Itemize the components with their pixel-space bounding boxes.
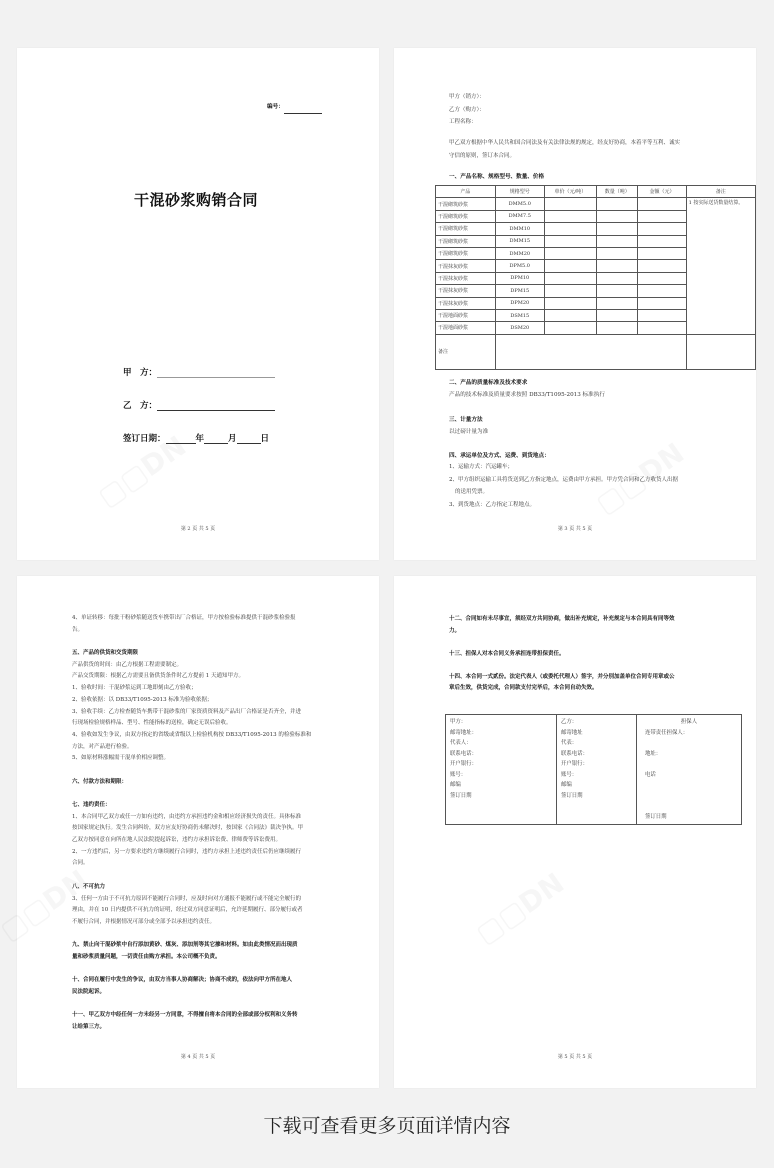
sign-date-field (123, 432, 269, 444)
party-a-field-label: 联系电话： (450, 750, 477, 757)
contract-number-field (267, 102, 322, 114)
section-2-text: 产品的技术标准及质量要求按照 DB33/T1095-2013 标准执行 (449, 392, 605, 398)
table-cell: DMM5.0 (495, 198, 544, 210)
table-cell (597, 223, 638, 235)
table-cell: 干混砌筑砂浆 (436, 235, 496, 247)
terms-line: 4、单证转移：每批干粉砂浆随送货车携带出厂合格证，甲方按检验标准提供干混砂浆检验报 (72, 615, 296, 621)
party-a-label: 甲 方： (123, 368, 158, 378)
section-4-line: 的送用凭票。 (455, 489, 489, 495)
guarantor-title: 担保人 (680, 719, 698, 725)
terms-line: 5、如原材料涨幅需干混单价相应调整。 (72, 755, 170, 762)
clause-line: 章后生效，供货完成，合同款支付完毕后，本合同自动失效。 (449, 685, 598, 691)
download-caption: 下载可查看更多页面详情内容 (263, 1115, 511, 1137)
terms-line: 理由，并在 10 日内提供不可抗力的证明，经过双方同意证明后，允许延期履行、部分履行或者 (72, 907, 303, 914)
intro-paragraph (449, 137, 680, 162)
month-line (204, 433, 228, 444)
page-footer: 第 2 页 共 5 页 (180, 526, 216, 532)
table-cell: 干混砌筑砂浆 (436, 198, 496, 210)
clause-line: 十二、合同如有未尽事宜，须经双方共同协商，做出补充规定，补充规定与本合同具有同等效 (449, 616, 675, 622)
terms-line (72, 929, 311, 941)
party-a-field-label: 开户银行： (450, 761, 477, 767)
table-cell (638, 285, 686, 297)
table-remark-row (436, 334, 756, 369)
table-cell: 干混砌筑砂浆 (436, 223, 496, 235)
table-cell: DPM5.0 (495, 260, 544, 272)
table-cell (544, 272, 596, 284)
table-cell (638, 309, 686, 321)
terms-line: 量和砂浆质量问题，一切责任由购方承担。本公司概不负责。 (72, 953, 221, 960)
party-a-line (157, 367, 275, 378)
clause-line (449, 660, 675, 672)
section-2-title: 二、产品的质量标准及技术要求 (449, 380, 528, 386)
final-clauses-block (449, 614, 675, 695)
product-table (435, 185, 756, 370)
table-cell: DMM15 (495, 235, 544, 247)
section-3-title: 三、计量方法 (449, 417, 483, 423)
terms-line: 让给第三方。 (72, 1024, 106, 1031)
terms-line: 3、任何一方由于不可抗力原因不能履行合同时，应及时向对方通报不能履行或不能完全履行的 (72, 895, 302, 902)
party-b-field-label: 开户银行： (561, 761, 588, 767)
contract-page-signatures (394, 576, 756, 1088)
terms-line: 不履行合同，并根据情况可部分或全部予以承担违约责任。 (72, 918, 216, 925)
terms-line: 1、本合同甲乙双方或任一方如有违约，由违约方承担违约金和相应经济损失的责任。具体标准 (72, 813, 302, 820)
table-header-cell: 产品 (436, 186, 496, 198)
table-cell: DSM15 (495, 309, 544, 321)
table-cell: 干混抹灰砂浆 (436, 297, 496, 309)
table-header-cell: 备注 (686, 186, 755, 198)
table-cell: 干混抹灰砂浆 (436, 272, 496, 284)
day-label: 日 (260, 434, 270, 444)
table-cell: 干混砌筑砂浆 (436, 210, 496, 222)
terms-line: 五、产品的供货和交货期限 (72, 650, 139, 657)
table-cell (597, 297, 638, 309)
terms-line: 产品供货的时间：由乙方根据工程需要制定。 (72, 661, 183, 668)
party-b-field-label: 联系电话： (561, 750, 588, 757)
guarantor-field-label (641, 780, 737, 791)
intro-line: 甲乙双方根据中华人民共和国合同法及有关法律法规的规定，经友好协商，本着平等互利、诚实 (449, 140, 681, 146)
table-header-cell: 数量（吨） (597, 186, 638, 198)
party-header-block (449, 91, 485, 129)
table-cell (544, 297, 596, 309)
table-cell (638, 297, 686, 309)
table-cell (638, 247, 686, 259)
page-footer: 第 4 页 共 5 页 (180, 1054, 216, 1060)
section-4-line: 1、运输方式：汽运罐车； (449, 464, 514, 470)
contract-number-line (284, 105, 322, 114)
terms-line: 七、违约责任： (72, 802, 111, 808)
section-1-title: 一、产品名称、规格型号、数量、价格 (449, 174, 545, 180)
party-b-field-label: 乙方： (561, 719, 578, 725)
guarantor-field-label: 地址： (645, 750, 662, 757)
table-cell (544, 247, 596, 259)
guarantor-field-label (641, 801, 737, 812)
terms-line: 九、禁止向干混砂浆中自行添加黄砂、煤灰、添加剂等其它掺和材料。如由此类情况而出现质 (72, 942, 298, 949)
contract-number-label: 编号： (267, 104, 284, 110)
table-cell (597, 247, 638, 259)
terms-line: 4、验收如发生争议，由双方指定的省级或省级以上检验机构按 DB33/T1095-2013 的检验标准和 (72, 731, 312, 738)
terms-line: 民法院起诉。 (72, 989, 106, 995)
table-header-cell: 单价（元/吨） (544, 186, 596, 198)
table-cell (544, 235, 596, 247)
party-a-column (446, 715, 557, 825)
party-a-field-label: 签订日期 (450, 792, 472, 799)
party-b-column (557, 715, 637, 825)
terms-line (72, 999, 311, 1011)
terms-line (72, 964, 311, 976)
terms-line (72, 870, 311, 882)
seller-line: 甲方（销方）： (449, 94, 485, 100)
terms-line: 产品交货期限：根据乙方需要且备供货条件时乙方提前 1 天通知甲方。 (72, 673, 244, 680)
day-line (237, 433, 261, 444)
table-cell (544, 198, 596, 210)
contract-page-cover (17, 48, 379, 560)
guarantor-field-label: 连带责任担保人： (645, 729, 689, 736)
table-cell (597, 210, 638, 222)
party-b-line (157, 400, 275, 411)
terms-line: 3、验收手续：乙方检查随货车携带干混砂浆的厂家资质资料及产品出厂合格证是否齐全，并进 (72, 708, 302, 715)
table-cell (597, 309, 638, 321)
page-footer: 第 5 页 共 5 页 (557, 1054, 593, 1060)
party-b-field-label: 邮寄地址 (561, 729, 583, 736)
table-cell (638, 322, 686, 334)
party-b-field (123, 399, 275, 411)
party-a-field-label: 邮编 (450, 782, 461, 788)
signature-table (445, 714, 742, 825)
terms-line: 按国家规定执行。发生合同纠纷，双方应友好协商仍未解决时，按国家《合同法》裁决争执。甲 (72, 825, 304, 832)
remark-note-cell (686, 334, 755, 369)
table-header-cell: 金额（元） (638, 186, 686, 198)
party-b-field-label: 邮编 (561, 782, 572, 788)
clause-line (449, 637, 675, 649)
table-cell (544, 309, 596, 321)
table-cell (597, 198, 638, 210)
table-cell: 干混抹灰砂浆 (436, 260, 496, 272)
intro-line: 守信的原则，签订本合同。 (449, 152, 516, 159)
month-label: 月 (228, 434, 237, 444)
terms-line: 六、付款方法和期限： (72, 778, 128, 785)
clause-line: 十四、本合同一式贰份。法定代表人（或委托代理人）签字，并分别加盖单位合同专用章或公 (449, 673, 675, 680)
table-cell: 干混抹灰砂浆 (436, 285, 496, 297)
table-cell (597, 260, 638, 272)
terms-text-block (72, 613, 311, 1034)
guarantor-field-label: 签订日期 (645, 813, 667, 820)
section-4-title: 四、承运单位及方式、运费、到货地点： (449, 453, 550, 459)
table-row (436, 198, 756, 210)
contract-page-products (394, 48, 756, 560)
sign-date-label: 签订日期： (123, 434, 166, 444)
table-cell (597, 285, 638, 297)
party-a-field-label: 代表人： (450, 740, 472, 746)
terms-line: 八、不可抗力 (72, 883, 106, 890)
table-cell: DMM20 (495, 247, 544, 259)
table-cell (597, 235, 638, 247)
terms-line: 方法，对产品进行检验。 (72, 743, 133, 750)
table-cell: 干混地面砂浆 (436, 322, 496, 334)
terms-line: 2、验收依据：以 DB33/T1095-2013 标准为验收依据； (72, 696, 213, 703)
terms-line (72, 788, 311, 800)
section-4-line: 3、到货地点：乙方指定工程地点。 (449, 501, 536, 508)
year-label: 年 (195, 434, 205, 444)
contract-page-terms (17, 576, 379, 1088)
terms-line: 十、合同在履行中发生的争议，由双方当事人协商解决；协商不成的，依法向甲方所在地人 (72, 977, 293, 984)
terms-line: 合同。 (72, 860, 89, 867)
table-cell (597, 272, 638, 284)
guarantor-field-label (641, 791, 737, 802)
table-cell (597, 322, 638, 334)
table-cell (544, 260, 596, 272)
terms-line: 行现场检验规格样品、型号、性能指标的送检，确定无误后验收。 (72, 720, 232, 727)
party-b-field-label: 账号： (561, 771, 578, 778)
table-cell (544, 285, 596, 297)
page-footer: 第 3 页 共 5 页 (557, 526, 593, 532)
remark-label-cell: 备注 (436, 334, 496, 369)
table-cell: DPM10 (495, 272, 544, 284)
remark-content-cell (495, 334, 686, 369)
party-b-label: 乙 方： (123, 401, 158, 411)
guarantor-field-label: 电话 (645, 771, 656, 778)
table-cell: DPM20 (495, 297, 544, 309)
table-note-cell: 1 按实际送货数量结算。 (686, 198, 755, 334)
table-cell (638, 223, 686, 235)
table-cell: 干混地面砂浆 (436, 309, 496, 321)
clause-line: 十三、担保人对本合同义务承担连带担保责任。 (449, 650, 565, 657)
terms-line (72, 636, 311, 648)
clause-line: 力。 (449, 627, 461, 634)
table-cell (638, 260, 686, 272)
terms-line: 十一、甲乙双方中经任何一方未经另一方同意，不得擅自将本合同的全部或部分权利和义务转 (72, 1012, 298, 1019)
table-cell: DMM10 (495, 223, 544, 235)
table-cell (638, 198, 686, 210)
table-cell (544, 210, 596, 222)
table-cell (638, 235, 686, 247)
table-cell (638, 272, 686, 284)
terms-line: 乙双方按同意在向所在地人民法院提起诉讼，违约方承担诉讼费、律师费等诉讼费用。 (72, 837, 282, 844)
terms-line: 2、一方违约后，另一方要求违约方继续履行合同时，违约方承担上述违约责任后仍应继续履行 (72, 848, 302, 855)
table-header-cell: 规格型号 (495, 186, 544, 198)
terms-line (72, 765, 311, 777)
guarantor-field-label (641, 738, 737, 749)
section-4-line: 2、甲方组织运输工具将货送到乙方指定地点，运费由甲方承担。甲方凭合同和乙方收货人出据 (449, 476, 679, 483)
terms-line: 1、验收时间：干混砂浆运到工地即刻由乙方验收； (72, 685, 197, 692)
guarantor-column (637, 715, 742, 825)
table-cell: 干混砌筑砂浆 (436, 247, 496, 259)
party-a-field-label: 甲方： (450, 719, 467, 725)
project-name-line: 工程名称： (449, 119, 477, 125)
table-cell (638, 210, 686, 222)
table-cell: DSM20 (495, 322, 544, 334)
table-cell (544, 322, 596, 334)
section-3-text: 以过磅计量为准 (449, 429, 489, 435)
party-a-field-label: 邮寄地址： (450, 729, 477, 736)
terms-line: 告。 (72, 626, 84, 633)
table-cell: DMM7.5 (495, 210, 544, 222)
buyer-line: 乙方（购方）： (449, 106, 485, 113)
table-cell (544, 223, 596, 235)
guarantor-field-label (641, 759, 737, 770)
table-cell: DPM15 (495, 285, 544, 297)
contract-title: 干混砂浆购销合同 (134, 191, 259, 209)
product-table-header (436, 186, 756, 198)
party-a-field-label: 账号： (450, 771, 467, 778)
party-a-field (123, 366, 275, 378)
party-b-field-label: 代表： (561, 740, 578, 746)
party-b-field-label: 签订日期 (561, 792, 583, 799)
